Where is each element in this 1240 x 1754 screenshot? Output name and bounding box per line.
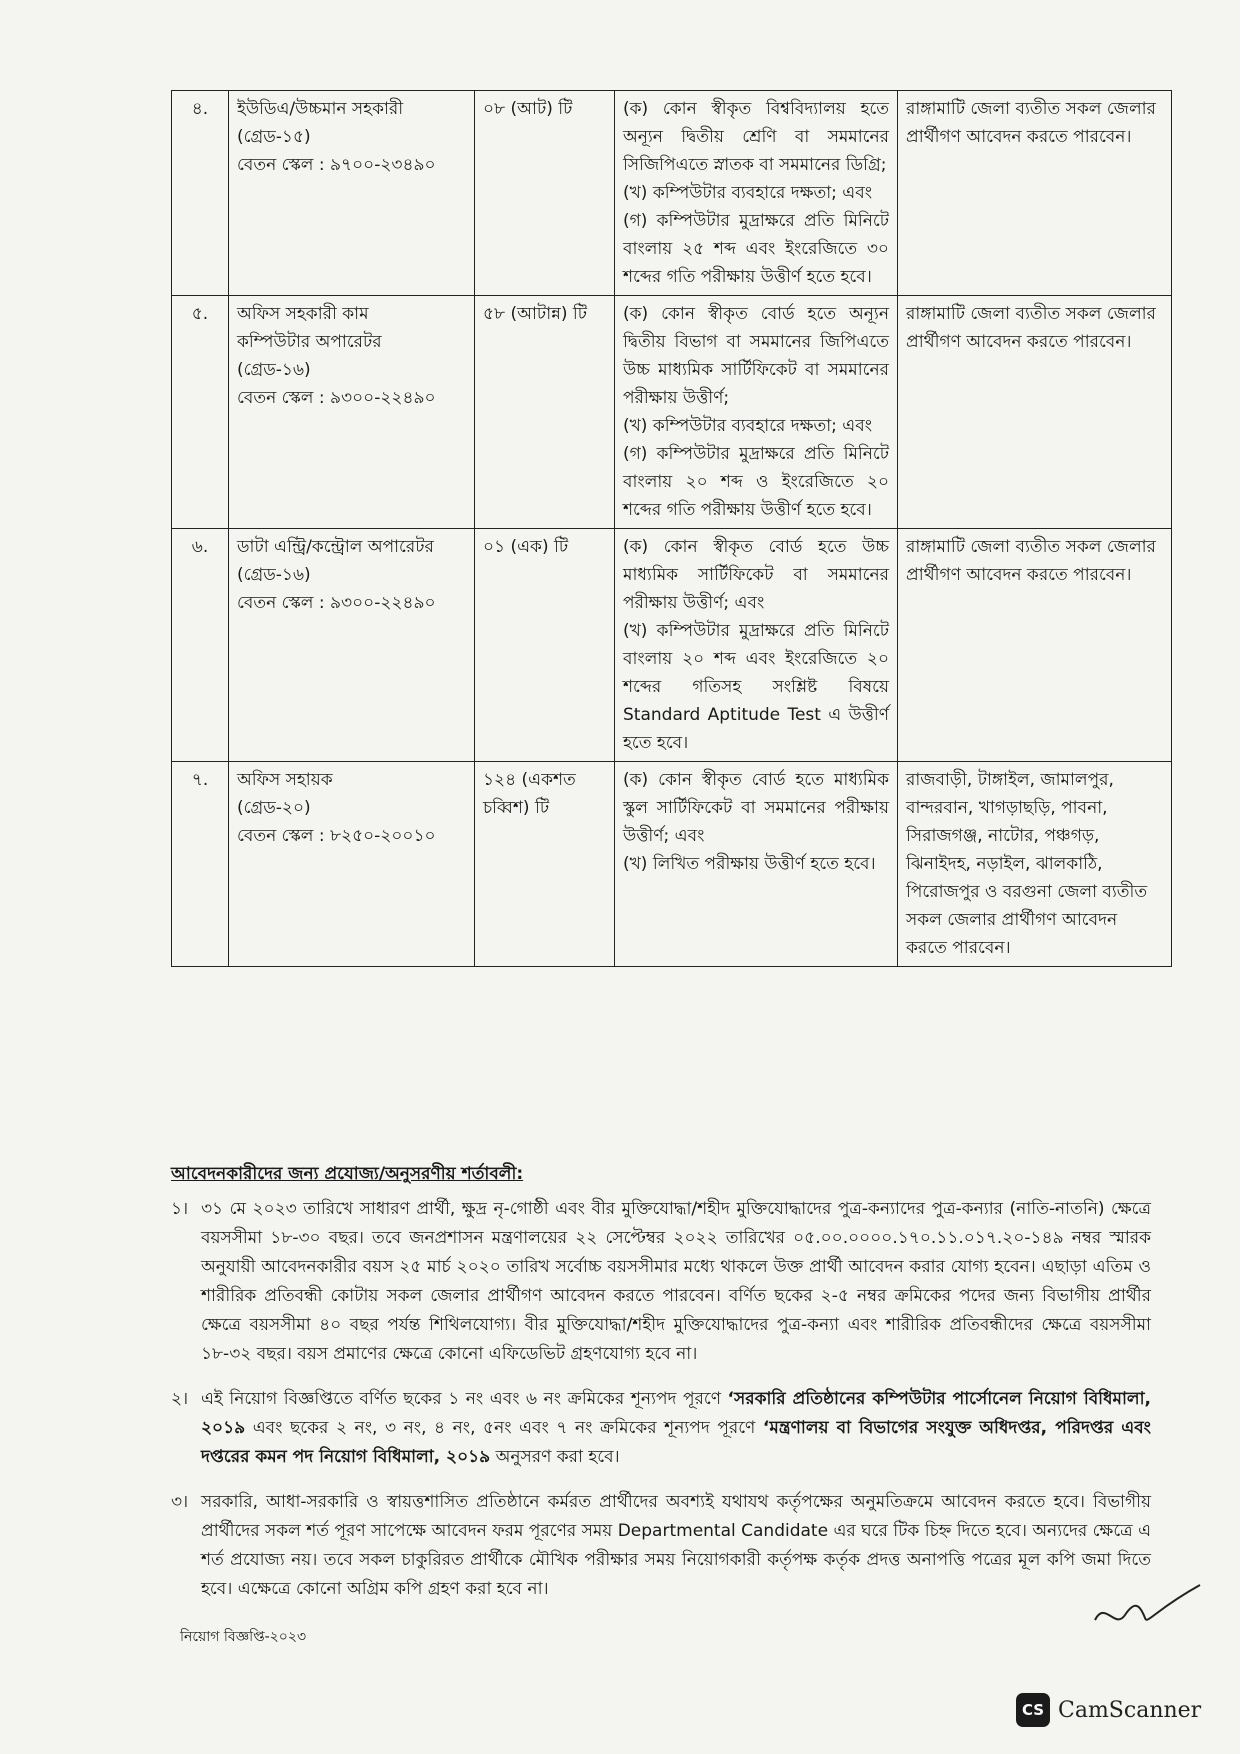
post-row bbox=[172, 529, 1172, 762]
qualification-item: (ক) কোন স্বীকৃত বোর্ড হতে উচ্চ মাধ্যমিক সার্টিফিকেট বা সমমানের পরীক্ষায় উত্তীর্ণ; এবং bbox=[623, 537, 889, 613]
post-serial: ৬. bbox=[172, 529, 229, 762]
conditions-heading: আবেদনকারীদের জন্য প্রযোজ্য/অনুসরণীয় শর্তাবলী: bbox=[171, 1164, 524, 1184]
condition-text: সরকারি, আধা-সরকারি ও স্বায়ত্তশাসিত প্রতিষ্ঠানে কর্মরত প্রার্থীদের অবশ্যই যথাযথ কর্তৃপক্ষের অনুমতিক্রমে আবেদন করতে হবে। বিভাগীয় প্রার্থীদের সকল শর্ত পূরণ সাপেক্ষে আবেদন ফরম পূরণের সময় Departmental Candidate এর ঘরে টিক চিহ্ন দিতে হবে। অন্যদের ক্ষেত্রে এ শর্ত প্রযোজ্য নয়। তবে সকল চাকুরিরত প্রার্থীকে মৌখিক পরীক্ষার সময় নিয়োগকারী কর্তৃপক্ষ কর্তৃক প্রদত্ত অনাপত্তি পত্রের মূল কপি জমা দিতে হবে। এক্ষেত্রে কোনো অগ্রিম কপি গ্রহণ করা হবে না। bbox=[201, 1492, 1151, 1599]
condition-text-part: এই নিয়োগ বিজ্ঞপ্তিতে বর্ণিত ছকের ১ নং এবং ৬ নং ক্রমিকের শূন্যপদ পূরণে bbox=[201, 1389, 728, 1409]
post-title-cell bbox=[229, 91, 475, 296]
post-count: ০১ (এক) টি bbox=[475, 529, 615, 762]
post-title-line: কম্পিউটার অপারেটর bbox=[237, 332, 382, 352]
condition-number: ২। bbox=[171, 1389, 189, 1409]
qualification-item: (খ) লিখিত পরীক্ষায় উত্তীর্ণ হতে হবে। bbox=[623, 854, 876, 874]
post-qualifications bbox=[615, 762, 898, 967]
post-title-cell bbox=[229, 529, 475, 762]
conditions-section bbox=[171, 1160, 1151, 1620]
condition-number: ১। bbox=[171, 1199, 189, 1219]
qualification-item: (ক) কোন স্বীকৃত বোর্ড হতে অন্যূন দ্বিতীয় বিভাগ বা সমমানের জিপিএতে উচ্চ মাধ্যমিক সার্টিফিকেট বা সমমানের পরীক্ষায় উত্তীর্ণ; bbox=[623, 304, 889, 408]
rule-name-computer-personnel: ‘সরকারি প্রতিষ্ঠানের কম্পিউটার পার্সোনেল নিয়োগ বিধিমালা, ২০১৯ bbox=[201, 1389, 1151, 1438]
qualification-item: (গ) কম্পিউটার মুদ্রাক্ষরে প্রতি মিনিটে বাংলায় ২০ শব্দ ও ইংরেজিতে ২০ শব্দের গতি পরীক্ষায় উত্তীর্ণ হতে হবে। bbox=[623, 444, 889, 520]
post-title-line: ইউডিএ/উচ্চমান সহকারী bbox=[237, 99, 404, 119]
post-title-line: বেতন স্কেল : ৯৩০০-২২৪৯০ bbox=[237, 593, 436, 613]
condition-text: ৩১ মে ২০২৩ তারিখে সাধারণ প্রার্থী, ক্ষুদ্র নৃ-গোষ্ঠী এবং বীর মুক্তিযোদ্ধা/শহীদ মুক্তিযোদ্ধাদের পুত্র-কন্যাদের পুত্র-কন্যার (নাতি-নাতনি) ক্ষেত্রে বয়সসীমা ১৮-৩০ বছর। তবে জনপ্রশাসন মন্ত্রণালয়ের ২২ সেপ্টেম্বর ২০২২ তারিখের ০৫.০০.০০০০.১৭০.১১.০১৭.২০-১৪৯ নম্বর স্মারক অনুযায়ী আবেদনকারীর বয়স ২৫ মার্চ ২০২০ তারিখ সর্বোচ্চ বয়সসীমার মধ্যে থাকলে উক্ত প্রার্থী আবেদন করার যোগ্য হবেন। এছাড়া এতিম ও শারীরিক প্রতিবন্ধী কোটায় সকল জেলার প্রার্থীগণ আবেদন করতে পারবেন। বর্ণিত ছকের ২-৫ নম্বর ক্রমিকের পদের জন্য বিভাগীয় প্রার্থীর ক্ষেত্রে বয়সসীমা ৪০ বছর পর্যন্ত শিথিলযোগ্য। বীর মুক্তিযোদ্ধা/শহীদ মুক্তিযোদ্ধাদের পুত্র-কন্যা এবং শারীরিক প্রতিবন্ধীদের ক্ষেত্রে বয়সসীমা ১৮-৩২ বছর। বয়স প্রমাণের ক্ষেত্রে কোনো এফিডেভিট গ্রহণযোগ্য হবে না। bbox=[201, 1199, 1151, 1364]
post-title-cell bbox=[229, 296, 475, 529]
condition-number: ৩। bbox=[171, 1492, 189, 1512]
footer-note: নিয়োগ বিজ্ঞপ্তি-২০২৩ bbox=[180, 1629, 307, 1645]
condition-item bbox=[171, 1488, 1151, 1604]
post-row bbox=[172, 91, 1172, 296]
post-title-line: অফিস সহায়ক bbox=[237, 770, 333, 790]
qualification-item: (খ) কম্পিউটার ব্যবহারে দক্ষতা; এবং bbox=[623, 183, 873, 203]
qualification-item: (খ) কম্পিউটার ব্যবহারে দক্ষতা; এবং bbox=[623, 416, 873, 436]
qualification-item: (গ) কম্পিউটার মুদ্রাক্ষরে প্রতি মিনিটে বাংলায় ২৫ শব্দ এবং ইংরেজিতে ৩০ শব্দের গতি পরীক্ষায় উত্তীর্ণ হতে হবে। bbox=[623, 211, 889, 287]
condition-text bbox=[201, 1385, 1151, 1472]
condition-item bbox=[171, 1385, 1151, 1472]
qualification-item: (ক) কোন স্বীকৃত বিশ্ববিদ্যালয় হতে অন্যূন দ্বিতীয় শ্রেণি বা সমমানের সিজিপিএতে স্নাতক বা সমমানের ডিগ্রি; bbox=[623, 99, 889, 175]
camscanner-logo-icon: CS bbox=[1016, 1693, 1050, 1727]
post-title-cell bbox=[229, 762, 475, 967]
post-count: ৫৮ (আটান্ন) টি bbox=[475, 296, 615, 529]
post-title-line: (গ্রেড-১৫) bbox=[237, 127, 311, 147]
rule-name-common-posts: ‘মন্ত্রণালয় বা বিভাগের সংযুক্ত অধিদপ্তর, পরিদপ্তর এবং দপ্তরের কমন পদ নিয়োগ বিধিমালা, ২০১৯ bbox=[201, 1418, 1151, 1467]
posts-table bbox=[171, 90, 1172, 967]
post-count: ০৮ (আট) টি bbox=[475, 91, 615, 296]
post-eligible-area: রাঙ্গামাটি জেলা ব্যতীত সকল জেলার প্রার্থীগণ আবেদন করতে পারবেন। bbox=[898, 529, 1172, 762]
post-title-line: ডাটা এন্ট্রি/কন্ট্রোল অপারেটর bbox=[237, 537, 434, 557]
post-row bbox=[172, 296, 1172, 529]
condition-item bbox=[171, 1195, 1151, 1369]
post-qualifications bbox=[615, 529, 898, 762]
condition-text-part: এবং ছকের ২ নং, ৩ নং, ৪ নং, ৫নং এবং ৭ নং ক্রমিকের শূন্যপদ পূরণে bbox=[245, 1418, 763, 1438]
post-qualifications bbox=[615, 91, 898, 296]
condition-text-part: অনুসরণ করা হবে। bbox=[490, 1447, 620, 1467]
post-serial: ৭. bbox=[172, 762, 229, 967]
post-title-line: বেতন স্কেল : ৮২৫০-২০০১০ bbox=[237, 826, 436, 846]
post-title-line: বেতন স্কেল : ৯৭০০-২৩৪৯০ bbox=[237, 155, 436, 175]
qualification-item: (খ) কম্পিউটার মুদ্রাক্ষরে প্রতি মিনিটে বাংলায় ২০ শব্দ এবং ইংরেজিতে ২০ শব্দের গতিসহ সংশ্লিষ্ট বিষয়ে Standard Aptitude Test এ উত্তীর্ণ হতে হবে। bbox=[623, 621, 889, 753]
post-title-line: (গ্রেড-২০) bbox=[237, 798, 311, 818]
qualification-item: (ক) কোন স্বীকৃত বোর্ড হতে মাধ্যমিক স্কুল সার্টিফিকেট বা সমমানের পরীক্ষায় উত্তীর্ণ; এবং bbox=[623, 770, 889, 846]
signature-mark bbox=[1085, 1580, 1205, 1640]
post-serial: ৪. bbox=[172, 91, 229, 296]
post-eligible-area: রাঙ্গামাটি জেলা ব্যতীত সকল জেলার প্রার্থীগণ আবেদন করতে পারবেন। bbox=[898, 91, 1172, 296]
post-qualifications bbox=[615, 296, 898, 529]
post-eligible-area: রাঙ্গামাটি জেলা ব্যতীত সকল জেলার প্রার্থীগণ আবেদন করতে পারবেন। bbox=[898, 296, 1172, 529]
post-eligible-area: রাজবাড়ী, টাঙ্গাইল, জামালপুর, বান্দরবান, খাগড়াছড়ি, পাবনা, সিরাজগঞ্জ, নাটোর, পঞ্চগড়, ঝিনাইদহ, নড়াইল, ঝালকাঠি, পিরোজপুর ও বরগুনা জেলা ব্যতীত সকল জেলার প্রার্থীগণ আবেদন করতে পারবেন। bbox=[898, 762, 1172, 967]
post-title-line: (গ্রেড-১৬) bbox=[237, 565, 311, 585]
post-title-line: (গ্রেড-১৬) bbox=[237, 360, 311, 380]
post-row bbox=[172, 762, 1172, 967]
post-title-line: অফিস সহকারী কাম bbox=[237, 304, 369, 324]
post-title-line: বেতন স্কেল : ৯৩০০-২২৪৯০ bbox=[237, 388, 436, 408]
post-count: ১২৪ (একশত চব্বিশ) টি bbox=[475, 762, 615, 967]
camscanner-text: CamScanner bbox=[1058, 1697, 1202, 1723]
camscanner-watermark bbox=[1016, 1693, 1201, 1727]
post-serial: ৫. bbox=[172, 296, 229, 529]
